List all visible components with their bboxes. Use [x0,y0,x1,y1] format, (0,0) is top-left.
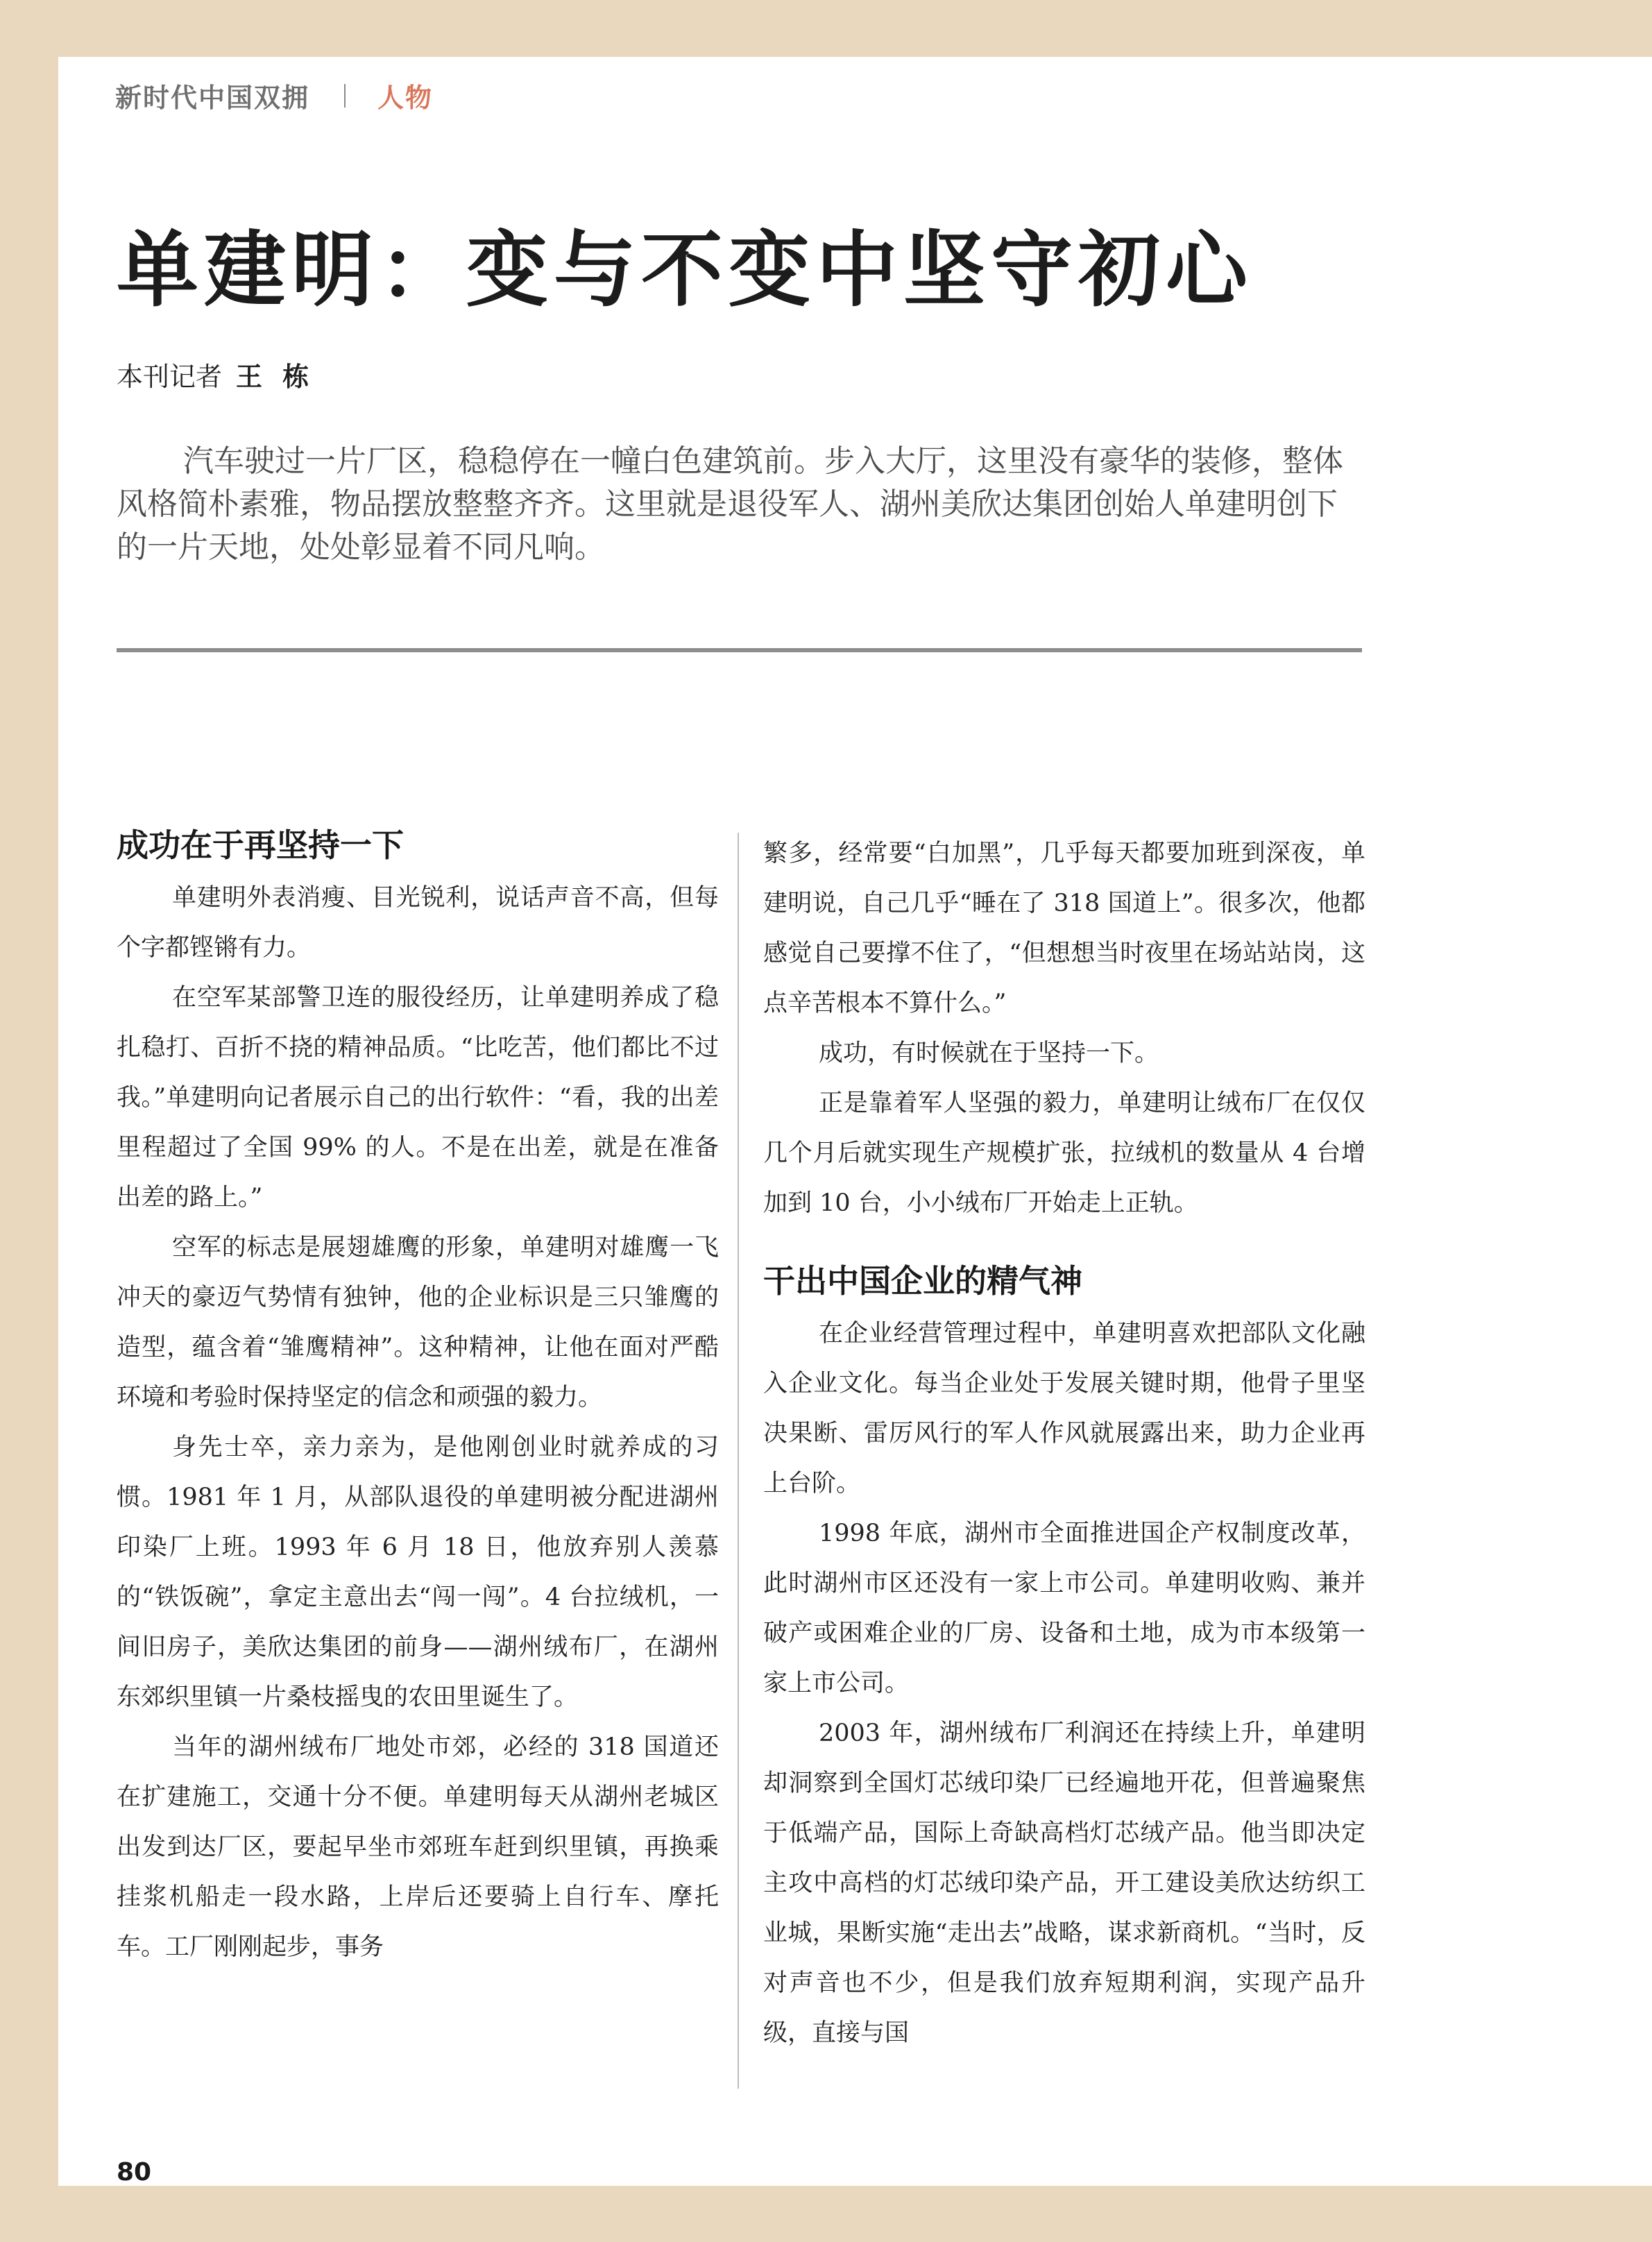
section-rule [117,648,1362,652]
body-paragraph: 2003 年，湖州绒布厂利润还在持续上升，单建明却洞察到全国灯芯绒印染厂已经遍地开花，但普遍聚焦于低端产品，国际上奇缺高档灯芯绒产品。他当即决定主攻中高档的灯芯绒印染产品，开工建设美欣达纺织工业城，果断实施“走出去”战略，谋求新商机。“当时，反对声音也不少，但是我们放弃短期利润，实现产品升级，直接与国 [763,1719,1365,2047]
byline-author: 王 栋 [236,362,315,392]
running-header [115,76,433,114]
magazine-name: 新时代中国双拥 [115,83,310,113]
section-heading: 成功在于再坚持一下 [117,826,404,864]
body-paragraph: 当年的湖州绒布厂地处市郊，必经的 318 国道还在扩建施工，交通十分不便。单建明每天从湖州老城区出发到达厂区，要起早坐市郊班车赶到织里镇，再换乘挂浆机船走一段水路，上岸后还要骑上自行车、摩托车。工厂刚刚起步，事务 [117,1733,719,1961]
lead-paragraph: 汽车驶过一片厂区，稳稳停在一幢白色建筑前。步入大厅，这里没有豪华的装修，整体风格简朴素雅，物品摆放整整齐齐。这里就是退役军人、湖州美欣达集团创始人单建明创下的一片天地，处处彰显着不同凡响。 [117,443,1343,565]
body-paragraph: 成功，有时候就在于坚持一下。 [819,1039,1159,1067]
section-label: 人物 [377,83,434,113]
body-paragraph: 正是靠着军人坚强的毅力，单建明让绒布厂在仅仅几个月后就实现生产规模扩张，拉绒机的数量从 4 台增加到 10 台，小小绒布厂开始走上正轨。 [763,1089,1365,1217]
body-paragraph: 身先士卒，亲力亲为，是他刚创业时就养成的习惯。1981 年 1 月，从部队退役的单建明被分配进湖州印染厂上班。1993 年 6 月 18 日，他放弃别人羡慕的“铁饭碗”，拿定主意出去“闯一闯”。4 台拉绒机，一间旧房子，美欣达集团的前身——湖州绒布厂，在湖州东郊织里镇一片桑枝摇曳的农田里诞生了。 [117,1434,719,1711]
body-paragraph: 单建明外表消瘦、目光锐利，说话声音不高，但每个字都铿锵有力。 [117,884,719,962]
byline-label: 本刊记者 [117,362,223,392]
article-title: 单建明：变与不变中坚守初心 [117,221,1254,318]
body-paragraph: 在企业经营管理过程中，单建明喜欢把部队文化融入企业文化。每当企业处于发展关键时期，他骨子里坚决果断、雷厉风行的军人作风就展露出来，助力企业再上台阶。 [763,1320,1365,1497]
magazine-page [58,57,1652,2186]
byline [117,355,314,393]
page-number: 80 [117,2158,152,2186]
right-column [763,829,1365,2058]
body-paragraph-continued: 繁多，经常要“白加黑”，几乎每天都要加班到深夜，单建明说，自己几乎“睡在了 318 国道上”。很多次，他都感觉自己要撑不住了，“但想想当时夜里在场站站岗，这点辛苦根本不算什么。” [763,840,1365,1017]
section-heading: 干出中国企业的精气神 [763,1262,1082,1300]
body-paragraph: 1998 年底，湖州市全面推进国企产权制度改革，此时湖州市区还没有一家上市公司。单建明收购、兼并破产或困难企业的厂房、设备和土地，成为市本级第一家上市公司。 [763,1520,1365,1697]
left-column [117,820,719,1972]
column-divider [738,833,739,2089]
body-paragraph: 在空军某部警卫连的服役经历，让单建明养成了稳扎稳打、百折不挠的精神品质。“比吃苦，他们都比不过我。”单建明向记者展示自己的出行软件：“看，我的出差里程超过了全国 99% 的人。不是在出差，就是在准备出差的路上。” [117,984,719,1212]
header-separator [344,84,346,108]
body-paragraph: 空军的标志是展翅雄鹰的形象，单建明对雄鹰一飞冲天的豪迈气势情有独钟，他的企业标识是三只雏鹰的造型，蕴含着“雏鹰精神”。这种精神，让他在面对严酷环境和考验时保持坚定的信念和顽强的毅力。 [117,1234,719,1411]
